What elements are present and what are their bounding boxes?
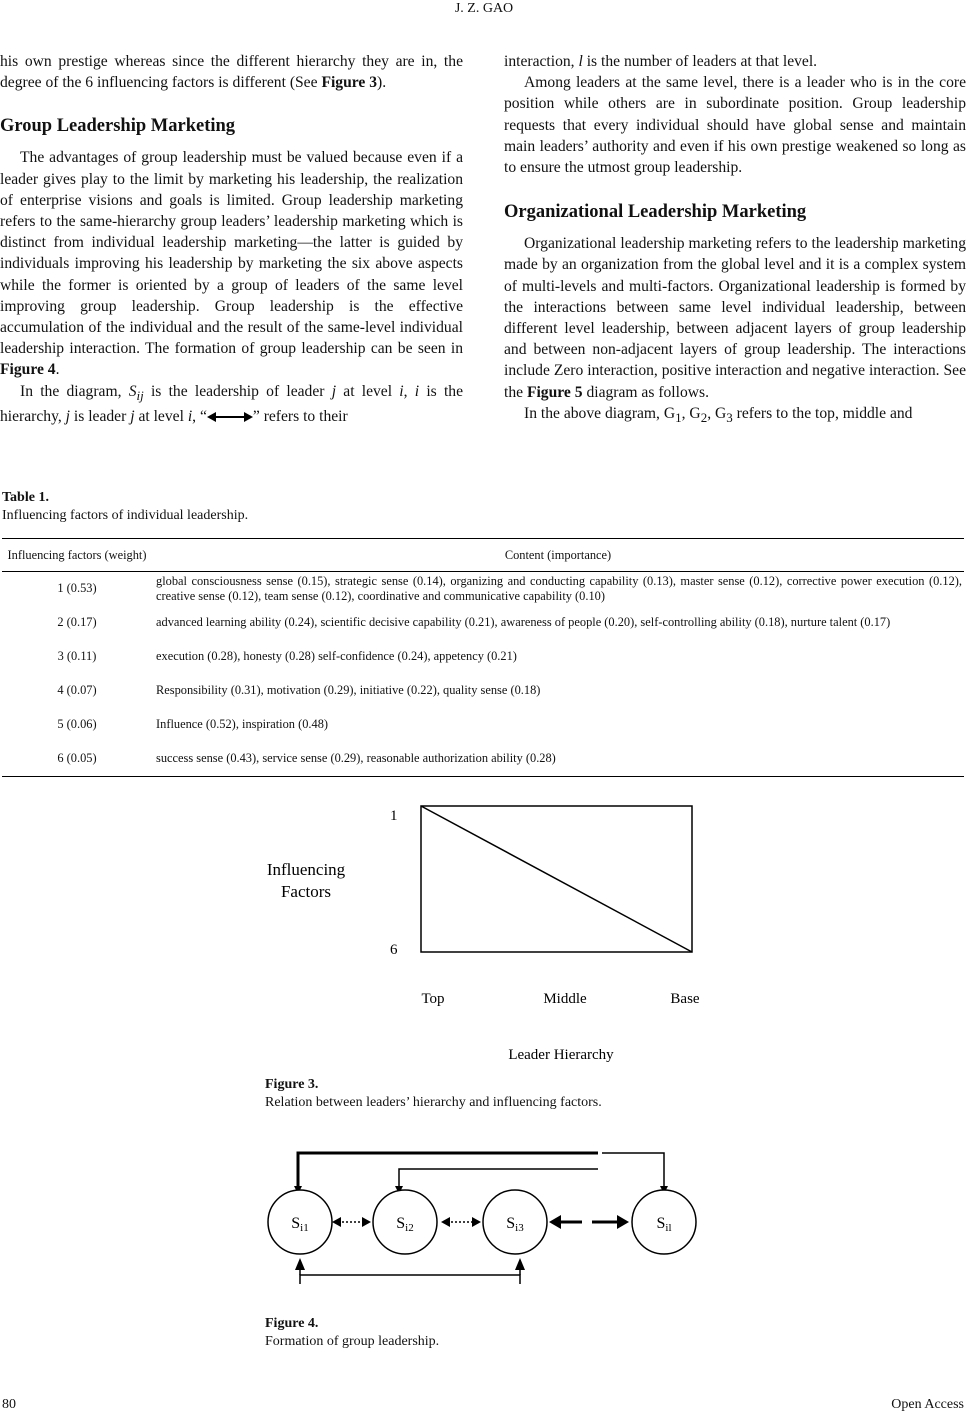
- table-label: Table 1.: [2, 490, 49, 505]
- table-cell: success sense (0.43), service sense (0.29), reasonable authorization ability (0.28): [156, 751, 556, 765]
- running-header: J. Z. GAO: [454, 1, 514, 16]
- journal-footer: Open Access: [891, 1397, 964, 1412]
- paragraph: interaction, l is the number of leaders at that level.: [504, 53, 818, 70]
- figure-ref-link[interactable]: Figure 3: [321, 74, 378, 92]
- figure-caption-text: Formation of group leadership.: [265, 1334, 440, 1349]
- table-header: Content (importance): [152, 539, 964, 572]
- figure-caption-text: Relation between leaders’ hierarchy and influencing factors.: [265, 1095, 602, 1110]
- double-arrow-icon: [207, 411, 253, 423]
- paragraph: In the above diagram, $G_1$, $G_2$, $G_3$ refers to the top, middle and: [524, 404, 913, 425]
- x-tick-label: Middle: [543, 991, 587, 1007]
- x-tick-label: Top: [421, 991, 445, 1007]
- node-si1: [268, 1190, 332, 1254]
- svg-text:Si3: Si3: [506, 1215, 524, 1234]
- node-si2: [373, 1190, 437, 1254]
- figure-ref-link[interactable]: Figure 5: [526, 383, 583, 401]
- table-cell: Responsibility (0.31), motivation (0.29), initiative (0.22), quality sense (0.18): [156, 683, 541, 697]
- figure-4-diagram: [0, 1135, 968, 1295]
- table-header-row: [2, 539, 964, 572]
- node-sil: [632, 1190, 696, 1254]
- table-cell: advanced learning ability (0.24), scientific decisive capability (0.21), awareness of people (0.20), self-controlling ability (0.18), nurture talent (0.17): [156, 615, 891, 629]
- svg-text:Si1: Si1: [291, 1215, 309, 1234]
- x-tick-label: Base: [670, 991, 700, 1007]
- x-axis-label: Leader Hierarchy: [508, 1047, 614, 1063]
- section-heading-group: Group Leadership Marketing: [0, 116, 236, 137]
- figure-3-caption: [265, 1076, 602, 1112]
- figure-label: Figure 4.: [265, 1316, 319, 1331]
- bottom-connector: [300, 1275, 520, 1284]
- y-axis-label: Factors: [280, 882, 332, 901]
- paragraph: In the diagram, $S_{ij}$ is the leadership of leader j at level i, i is the hierarchy, j is leader j at level i, “ ” refers to their: [0, 382, 463, 425]
- arrow-to-si1: [298, 1153, 598, 1193]
- table-cell: 5 (0.06): [57, 717, 97, 731]
- table-row: [2, 640, 964, 674]
- table-row: [2, 674, 964, 708]
- figure-ref-link[interactable]: Figure 4: [0, 361, 56, 379]
- table-cell: execution (0.28), honesty (0.28) self-confidence (0.24), appetency (0.21): [156, 649, 517, 663]
- table-row: [2, 708, 964, 742]
- paragraph: his own prestige whereas since the different hierarchy they are in, the degree of the 6 influencing factors is different (See Figure 3).: [0, 53, 463, 92]
- figure-4-caption: [265, 1315, 439, 1351]
- table-cell: 1 (0.53): [57, 581, 97, 596]
- y-tick-bottom: 6: [390, 942, 398, 958]
- table-row: [2, 572, 964, 606]
- arrow-to-si2: [399, 1169, 598, 1193]
- svg-text:Sil: Sil: [656, 1215, 672, 1234]
- paragraph: The advantages of group leadership must be valued because even if a leader gives play to the limit by marketing his leadership, the realization of enterprise visions and goals is limited. Group leadership marketing refers to the same-hierarchy group leaders’ leadership marketing which is distinct from individual leadership marketing—the latter is guided by individuals improving his leadership by marketing the six above aspects while the former is oriented by a group of leaders of the same level improving group leadership. Group leadership is the effective accumulation of the individual and the result of the same-level individual leadership interaction. The formation of group leadership can be seen in Figure 4.: [0, 149, 463, 379]
- table-cell: 2 (0.17): [57, 615, 97, 629]
- left-column: [0, 51, 463, 427]
- right-column: [504, 51, 966, 428]
- svg-text:Si2: Si2: [396, 1215, 414, 1234]
- y-axis-label: Influencing: [266, 860, 346, 879]
- figure-label: Figure 3.: [265, 1077, 319, 1092]
- section-heading-organizational: Organizational Leadership Marketing: [504, 202, 807, 223]
- table-row: [2, 742, 964, 776]
- arrowhead-up: [295, 1258, 305, 1270]
- paragraph: Among leaders at the same level, there is a leader who is in the core position while others are in subordinate position. Group leadership requests that every individual should have global sense and maintain main leaders’ authority and even if his own prestige weakened so long as to ensure the utmost group leadership.: [504, 74, 966, 177]
- figure-3-diagram: [0, 790, 968, 1075]
- table-header: Influencing factors (weight): [2, 539, 152, 572]
- decline-line: [421, 806, 692, 952]
- arrow-to-sil: [602, 1153, 664, 1193]
- page-number: 80: [2, 1397, 16, 1412]
- table-cell: global consciousness sense (0.15), strategic sense (0.14), organizing and conducting capability (0.13), master sense (0.12), corrective power execution (0.12), creative sense (0.12), team sense (0.12), coordinative and communicative capability (0.10): [156, 573, 962, 603]
- table-1: [2, 538, 964, 777]
- node-si3: [483, 1190, 547, 1254]
- table-cell: 6 (0.05): [57, 751, 97, 765]
- y-tick-top: 1: [390, 808, 398, 824]
- table-row: [2, 606, 964, 640]
- table-cell: 3 (0.11): [57, 649, 97, 663]
- table-cell: Influence (0.52), inspiration (0.48): [156, 717, 329, 731]
- arrowhead-up: [515, 1258, 525, 1270]
- table-cell: 4 (0.07): [57, 683, 97, 697]
- paragraph: Organizational leadership marketing refers to the leadership marketing made by an organization from the global level and it is a complex system of multi-levels and multi-factors. Organizational leadership is formed by the interactions between same level individual leadership, between different level leadership, between adjacent layers of group leadership and between non-adjacent layers of group leadership. The interactions include Zero interaction, positive interaction and negative interaction. See the Figure 5 diagram as follows.: [504, 235, 966, 401]
- table-caption-text: Influencing factors of individual leadership.: [2, 508, 249, 523]
- table-caption: [2, 489, 248, 525]
